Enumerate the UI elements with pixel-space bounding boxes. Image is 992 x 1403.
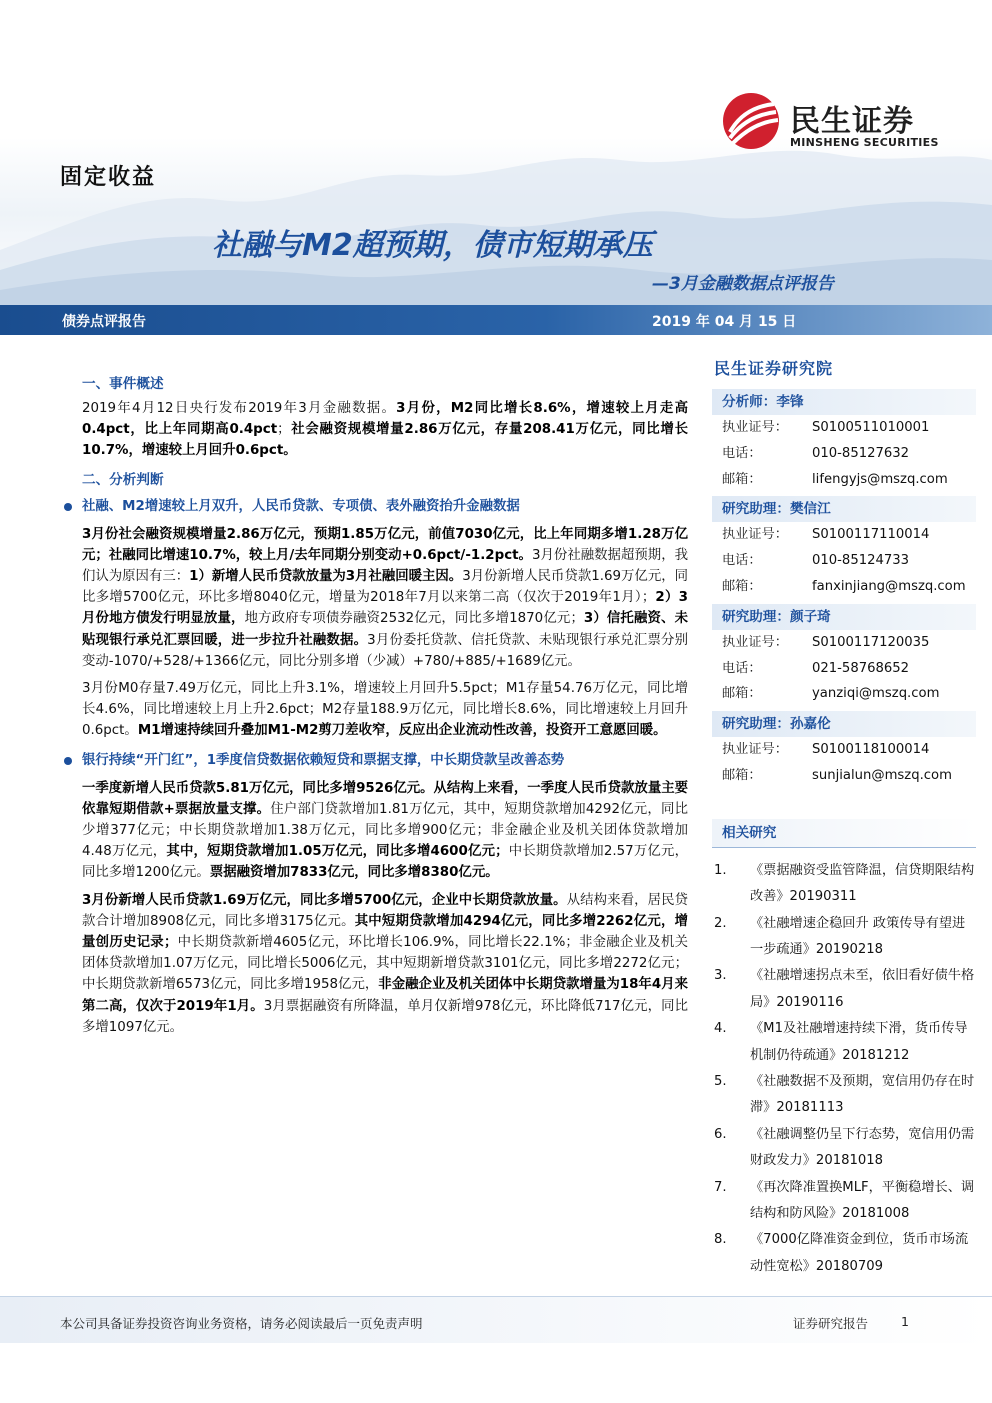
contact-value: lifengyjs@mszq.com — [812, 471, 948, 487]
contact-row — [712, 574, 976, 600]
contact-value: 021-58768652 — [812, 660, 910, 676]
related-title: 《社融增速企稳回升 政策传导有望进一步疏通》20190218 — [750, 915, 966, 957]
contact-row — [712, 441, 976, 467]
text-run: 中长期贷款增加2.57万亿元，同比多增1200亿元。 — [82, 844, 688, 881]
contact-row — [712, 763, 976, 789]
contact-value: yanziqi@mszq.com — [812, 686, 940, 702]
minsheng-logo-icon — [722, 92, 780, 150]
text-run: 中长期贷款新增4605亿元，环比增长106.9%，同比增长22.1%；非金融企业及机关团体贷款增加1.07万亿元，同比增长5006亿元，其中短期新增贷款3101亿元，同比多增2272亿元；中长期贷款新增6573亿元，同比多增1958亿元， — [82, 935, 688, 993]
text-run: 3月票据融资有所降温，单月仅新增978亿元，环比降低717亿元，同比多增1097亿元。 — [82, 998, 688, 1035]
text-run: 地方政府专项债券融资2532亿元，同比多增1870亿元； — [244, 611, 584, 627]
sidebar — [712, 352, 976, 1280]
bullet-heading: 银行持续“开门红”，1季度信贷数据依赖短贷和票据支撑，中长期贷款呈改善态势 — [64, 748, 688, 774]
bold-text: 非金融企业及机关团体中长期贷款增量为18年4月来第二高，仅次于2019年1月。 — [82, 977, 688, 1014]
analyst-list — [712, 389, 976, 789]
text-run: 住户部门贷款增加1.81万亿元，其中，短期贷款增加4292亿元，同比少增377亿元；中长期贷款增加1.38万亿元，同比多增900亿元；非金融企业及机关团体贷款增加4.48万亿元， — [82, 801, 688, 860]
contact-row — [712, 548, 976, 574]
related-research-header: 相关研究 — [712, 819, 976, 848]
contact-key: 电话： — [722, 553, 762, 569]
related-number: 1. — [714, 862, 727, 878]
mountain-backdrop-icon — [0, 130, 992, 305]
analyst-header: 分析师：李锋 — [712, 389, 976, 415]
related-number: 3. — [714, 968, 727, 984]
text-run: 从结构来看，居民贷款合计增加8908亿元，同比多增3175亿元。 — [82, 892, 689, 929]
text-run: 3月份委托贷款、信托贷款、未贴现银行承兑汇票分别变动-1070/+528/+1366亿元，同比分别多增（少减）+780/+885/+1689亿元。 — [82, 632, 688, 669]
contact-row — [712, 656, 976, 682]
bold-text: 3月份社会融资规模增量2.86万亿元，预期1.85万亿元，前值7030亿元，比上年同期多增1.28万亿元；社融同比增速10.7%，较上月/去年同期分别变动+0.6pct/-1.2pct。 — [82, 526, 688, 563]
contact-key: 电话： — [722, 445, 762, 461]
report-type: 债券点评报告 — [62, 314, 146, 330]
contact-row — [712, 737, 976, 763]
bold-text: 一季度新增人民币贷款5.81万亿元，同比多增9526亿元。从结构上来看，一季度人民币贷款放量主要依靠短期借款+票据放量支撑。 — [82, 780, 688, 817]
report-banner — [0, 305, 992, 335]
contact-key: 执业证号： — [722, 742, 788, 758]
related-number: 2. — [714, 915, 727, 931]
contact-row — [712, 630, 976, 656]
related-item — [712, 1122, 976, 1175]
contact-row — [712, 522, 976, 548]
page-subtitle: —3月金融数据点评报告 — [652, 274, 834, 294]
paragraph — [82, 398, 688, 462]
related-number: 5. — [714, 1074, 727, 1090]
related-item — [712, 858, 976, 911]
related-number: 8. — [714, 1232, 727, 1248]
report-category: 固定收益 — [60, 164, 157, 190]
analyst-header: 研究助理：颜子琦 — [712, 604, 976, 630]
paragraph — [82, 890, 688, 1038]
related-item — [712, 1016, 976, 1069]
page-title: 社融与M2超预期，债市短期承压 — [212, 228, 653, 263]
related-number: 4. — [714, 1021, 727, 1037]
brand-name-cn: 民生证券 — [790, 104, 914, 139]
contact-key: 邮箱： — [722, 686, 762, 702]
section-heading: 一、事件概述 — [82, 376, 164, 392]
contact-value: sunjialun@mszq.com — [812, 767, 952, 783]
related-item — [712, 1227, 976, 1280]
related-title: 《M1及社融增速持续下滑，货币传导机制仍待疏通》20181212 — [750, 1021, 968, 1063]
bold-text: 3）信托融资、未贴现银行承兑汇票回暖，进一步拉升社融数据。 — [82, 611, 688, 648]
contact-key: 电话： — [722, 660, 762, 676]
paragraph — [82, 678, 688, 742]
related-title: 《社融调整仍呈下行态势，宽信用仍需财政发力》20181018 — [750, 1126, 975, 1169]
contact-value: 010-85124733 — [812, 553, 910, 569]
brand-name-en: MINSHENG SECURITIES — [790, 136, 939, 149]
contact-value: S0100511010001 — [812, 420, 930, 435]
analyst-header: 研究助理：孙嘉伦 — [712, 711, 976, 737]
contact-key: 邮箱： — [722, 471, 762, 487]
related-title: 《再次降准置换MLF，平衡稳增长、调结构和防风险》20181008 — [750, 1179, 975, 1222]
text-run: 2019年4月12日央行发布2019年3月金融数据。 — [82, 401, 397, 416]
text-run: 3月份社融数据超预期，我们认为原因有三： — [82, 547, 688, 585]
contact-key: 执业证号： — [722, 634, 788, 650]
section-heading: 二、分析判断 — [82, 471, 164, 488]
contact-key: 邮箱： — [722, 767, 762, 783]
bold-text: 其中短期贷款增加4294亿元，同比多增2262亿元，增量创历史记录； — [82, 913, 688, 951]
footer-disclaimer: 本公司具备证券投资咨询业务资格，请务必阅读最后一页免责声明 — [60, 1316, 423, 1331]
footer-label: 证券研究报告 — [793, 1316, 869, 1331]
header-hero — [0, 0, 992, 305]
paragraph — [82, 778, 688, 884]
related-title: 《社融增速拐点未至，依旧看好债牛格局》20190116 — [750, 968, 975, 1010]
analyst-header: 研究助理：樊信江 — [712, 496, 976, 522]
bold-text: 3月份新增人民币贷款1.69万亿元，同比多增5700亿元，企业中长期贷款放量。 — [82, 892, 567, 908]
related-title: 《票据融资受监管降温，信贷期限结构改善》20190311 — [750, 862, 975, 905]
contact-value: S0100118100014 — [812, 742, 930, 758]
contact-value: S0100117120035 — [812, 634, 930, 650]
contact-row — [712, 415, 976, 441]
bold-text: 票据融资增加7833亿元，同比多增8380亿元。 — [209, 865, 499, 881]
contact-row — [712, 681, 976, 707]
contact-key: 邮箱： — [722, 578, 762, 594]
page-number: 1 — [901, 1314, 909, 1329]
bold-text: 社会融资规模增量2.86万亿元，存量208.41万亿元，同比增长10.7%，增速较上月回升0.6pct。 — [82, 422, 688, 459]
related-item — [712, 1175, 976, 1228]
report-date: 2019 年 04 月 15 日 — [652, 314, 797, 330]
paragraph — [82, 524, 688, 672]
contact-key: 执业证号： — [722, 527, 788, 543]
related-number: 6. — [714, 1126, 727, 1142]
main-content — [82, 372, 688, 1044]
bold-text: 1）新增人民币贷款放量为3月社融回暖主因。 — [189, 569, 463, 585]
related-title: 《7000亿降准资金到位，货币市场流动性宽松》20180709 — [750, 1232, 969, 1274]
bold-text: 3月份，M2同比增长8.6%，增速较上月走高0.4pct，比上年同期高0.4pct — [82, 401, 688, 438]
institute-name: 民生证券研究院 — [714, 359, 834, 378]
related-item — [712, 963, 976, 1016]
bold-text: M1增速持续回升叠加M1-M2剪刀差收窄，反应出企业流动性改善，投资开工意愿回暖。 — [137, 723, 667, 739]
brand-logo — [722, 92, 952, 156]
related-item — [712, 911, 976, 964]
related-title: 《社融数据不及预期，宽信用仍存在时滞》20181113 — [750, 1074, 975, 1116]
bullet-heading: 社融、M2增速较上月双升，人民币贷款、专项债、表外融资抬升金融数据 — [64, 494, 688, 520]
related-number: 7. — [714, 1179, 727, 1195]
page-footer — [0, 1296, 992, 1343]
contact-value: 010-85127632 — [812, 445, 910, 461]
contact-row — [712, 467, 976, 493]
text-run: ； — [277, 422, 291, 438]
contact-value: fanxinjiang@mszq.com — [812, 578, 966, 594]
text-run: 3月份M0存量7.49万亿元，同比上升3.1%，增速较上月回升5.5pct；M1存量54.76万亿元，同比增长4.6%，同比增速较上月上升2.6pct；M2存量188.9万亿元，同比增长8.6%，同比增速较上月回升0.6pct。 — [82, 681, 688, 739]
contact-key: 执业证号： — [722, 420, 788, 435]
contact-value: S0100117110014 — [812, 527, 930, 543]
related-research-list — [712, 858, 976, 1281]
text-run: 3月份新增人民币贷款1.69万亿元，同比多增5700亿元，环比多增8040亿元，增量为2018年7月以来第二高（仅次于2019年1月）； — [82, 569, 688, 606]
bold-text: 其中，短期贷款增加1.05万亿元，同比多增4600亿元； — [166, 844, 509, 860]
related-item — [712, 1069, 976, 1122]
bold-text: 2）3月份地方债发行明显放量， — [82, 590, 688, 627]
